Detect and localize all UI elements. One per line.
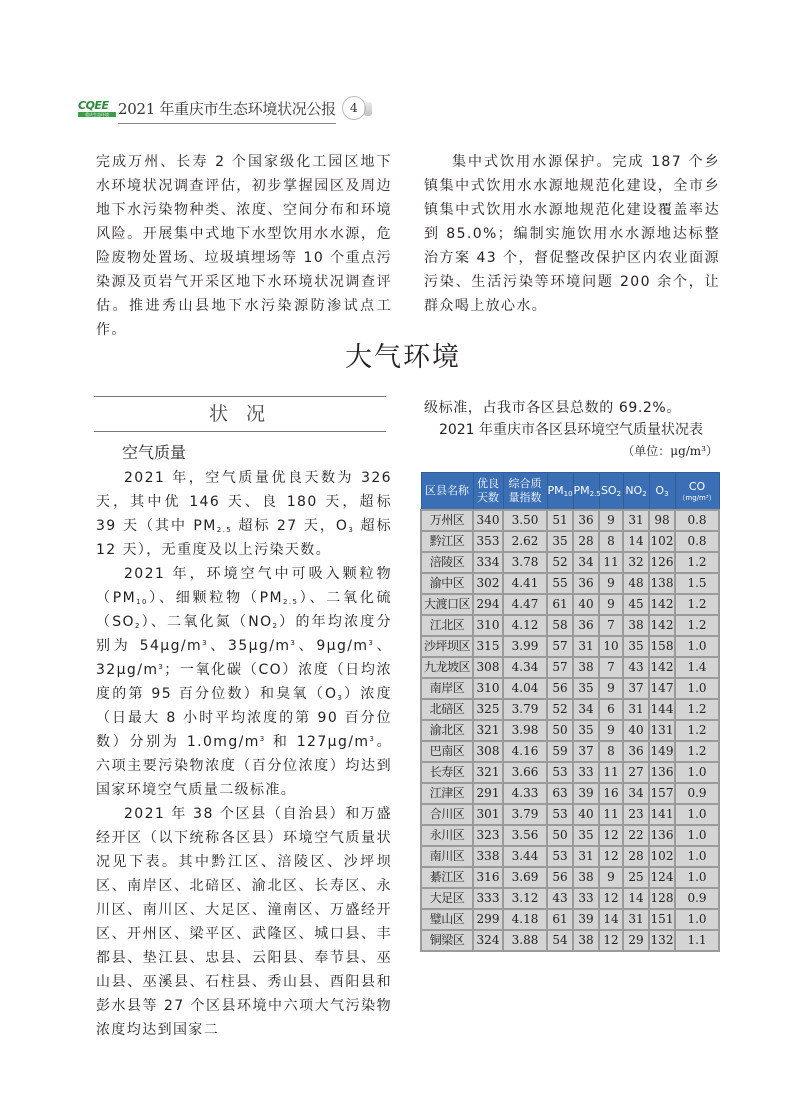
table-row	[421, 720, 719, 741]
cell-co: 1.0	[675, 825, 719, 846]
table-row	[421, 636, 719, 657]
cell-co: 1.0	[675, 846, 719, 867]
col-header-no2: $NO_2$	[623, 473, 649, 511]
col-header-so2: $SO_2$	[599, 473, 623, 511]
cell-co: 1.2	[675, 741, 719, 762]
cell-pm25: 36	[573, 510, 599, 531]
cell-pm25: 34	[573, 552, 599, 573]
cell-name: 长寿区	[421, 762, 473, 783]
table-row	[421, 888, 719, 909]
cell-co: 1.2	[675, 615, 719, 636]
cell-co: 1.2	[675, 720, 719, 741]
cell-pm10: 59	[547, 741, 573, 762]
table-row	[421, 531, 719, 552]
cell-name: 九龙坡区	[421, 657, 473, 678]
cell-no2: 34	[623, 783, 649, 804]
cell-index: 3.79	[503, 699, 547, 720]
col-header-co: CO （mg/m³）	[675, 473, 719, 511]
cell-co: 1.0	[675, 636, 719, 657]
cell-o3: 142	[649, 615, 675, 636]
cell-name: 北碚区	[421, 699, 473, 720]
cell-pm10: 61	[547, 594, 573, 615]
cell-so2: 8	[599, 531, 623, 552]
cell-o3: 141	[649, 804, 675, 825]
cell-name: 沙坪坝区	[421, 636, 473, 657]
cell-co: 0.8	[675, 510, 719, 531]
cell-good-days: 353	[473, 531, 503, 552]
good-days-paragraph: 2021 年，空气质量优良天数为 326 天，其中优 146 天、良 180 天，超标 39 天（其中 $PM_{2.5}$ 超标 27 天，$O_3$ 超标 12 天），无重度及以上污染天数。	[96, 470, 392, 558]
cell-pm25: 38	[573, 930, 599, 951]
cell-index: 4.47	[503, 594, 547, 615]
cell-pm10: 35	[547, 531, 573, 552]
header-rule	[118, 96, 336, 124]
cell-o3: 128	[649, 888, 675, 909]
col-header-pm10: $PM_{10}$	[547, 473, 573, 511]
table-title: 2021 年重庆市各区县环境空气质量状况表	[438, 422, 704, 438]
cell-pm10: 58	[547, 615, 573, 636]
cell-index: 4.34	[503, 657, 547, 678]
cell-good-days: 338	[473, 846, 503, 867]
page-curl-icon	[364, 102, 372, 116]
cell-co: 1.0	[675, 762, 719, 783]
cell-pm25: 28	[573, 531, 599, 552]
cell-o3: 147	[649, 678, 675, 699]
cell-index: 3.99	[503, 636, 547, 657]
cell-index: 3.44	[503, 846, 547, 867]
cell-no2: 23	[623, 804, 649, 825]
cell-co: 1.0	[675, 678, 719, 699]
groundwater-paragraph-column	[96, 150, 392, 342]
cell-o3: 157	[649, 783, 675, 804]
cell-o3: 158	[649, 636, 675, 657]
table-row	[421, 657, 719, 678]
cell-name: 江北区	[421, 615, 473, 636]
cell-name: 渝北区	[421, 720, 473, 741]
report-title: 2021 年重庆市生态环境状况公报	[118, 100, 336, 118]
cell-pm25: 40	[573, 804, 599, 825]
page-header	[78, 96, 374, 126]
cell-no2: 38	[623, 615, 649, 636]
section-title: 大气环境	[345, 342, 461, 373]
cell-index: 4.12	[503, 615, 547, 636]
cell-pm25: 40	[573, 594, 599, 615]
cell-pm25: 38	[573, 867, 599, 888]
drinking-water-column	[424, 150, 720, 318]
air-quality-heading: 空气质量	[122, 443, 187, 462]
cell-no2: 37	[623, 678, 649, 699]
cell-pm10: 56	[547, 678, 573, 699]
cell-co: 1.1	[675, 930, 719, 951]
cell-index: 4.18	[503, 909, 547, 930]
table-row	[421, 615, 719, 636]
cell-name: 黔江区	[421, 531, 473, 552]
cell-so2: 11	[599, 552, 623, 573]
cell-so2: 6	[599, 699, 623, 720]
cell-pm25: 37	[573, 741, 599, 762]
cell-no2: 45	[623, 594, 649, 615]
cell-name: 涪陵区	[421, 552, 473, 573]
cell-index: 3.88	[503, 930, 547, 951]
table-unit: （单位：μg/m³）	[622, 444, 718, 458]
cell-no2: 31	[623, 699, 649, 720]
cell-o3: 126	[649, 552, 675, 573]
cell-no2: 40	[623, 720, 649, 741]
cell-no2: 22	[623, 825, 649, 846]
cell-o3: 102	[649, 846, 675, 867]
cell-name: 铜梁区	[421, 930, 473, 951]
cell-pm10: 55	[547, 573, 573, 594]
cell-good-days: 310	[473, 678, 503, 699]
cell-pm25: 34	[573, 699, 599, 720]
cell-so2: 9	[599, 678, 623, 699]
cell-no2: 31	[623, 909, 649, 930]
cell-so2: 9	[599, 867, 623, 888]
cell-good-days: 316	[473, 867, 503, 888]
cell-no2: 27	[623, 762, 649, 783]
cell-index: 3.79	[503, 804, 547, 825]
cell-no2: 25	[623, 867, 649, 888]
air-quality-text-column	[96, 466, 392, 1042]
cell-pm10: 50	[547, 825, 573, 846]
cell-name: 南岸区	[421, 678, 473, 699]
table-header-row	[421, 473, 719, 511]
cell-good-days: 334	[473, 552, 503, 573]
cell-so2: 12	[599, 846, 623, 867]
cell-co: 0.8	[675, 531, 719, 552]
cell-good-days: 308	[473, 657, 503, 678]
col-header-index: 综合质 量指数	[503, 473, 547, 511]
cell-pm10: 52	[547, 699, 573, 720]
table-row	[421, 678, 719, 699]
table-row	[421, 846, 719, 867]
cell-index: 4.41	[503, 573, 547, 594]
cell-o3: 98	[649, 510, 675, 531]
cell-pm25: 39	[573, 909, 599, 930]
table-row	[421, 594, 719, 615]
cell-pm10: 56	[547, 867, 573, 888]
table-row	[421, 930, 719, 951]
cell-index: 3.50	[503, 510, 547, 531]
cell-name: 大渡口区	[421, 594, 473, 615]
district-summary-paragraph: 2021 年 38 个区县（自治县）和万盛经开区（以下统称各区县）环境空气质量状况见下表。其中黔江区、涪陵区、沙坪坝区、南岸区、北碚区、渝北区、长寿区、永川区、南川区、大足区、潼南区、万盛经开区、开州区、梁平区、武隆区、城口县、丰都县、垫江县、忠县、云阳县、奉节县、巫山县、巫溪县、石柱县、秀山县、酉阳县和彭水县等 27 个区县环境中六项大气污染物浓度均达到国家二	[96, 806, 392, 1038]
cell-co: 1.4	[675, 657, 719, 678]
cell-no2: 29	[623, 930, 649, 951]
cell-pm25: 35	[573, 678, 599, 699]
cell-pm25: 33	[573, 762, 599, 783]
cell-pm10: 53	[547, 804, 573, 825]
cell-so2: 14	[599, 909, 623, 930]
cell-so2: 9	[599, 510, 623, 531]
cell-name: 大足区	[421, 888, 473, 909]
cell-name: 江津区	[421, 783, 473, 804]
cell-so2: 7	[599, 615, 623, 636]
cell-o3: 142	[649, 657, 675, 678]
cell-good-days: 321	[473, 762, 503, 783]
cell-good-days: 315	[473, 636, 503, 657]
table-row	[421, 783, 719, 804]
drinking-water-paragraph: 集中式饮用水源保护。完成 187 个乡镇集中式饮用水水源地规范化建设，全市乡镇集中式饮用水水源地规范化建设覆盖率达到 85.0%；编制实施饮用水水源地达标整治方案 43 个，督促整改保护区内农业面源污染、生活污染等环境问题 200 余个，让群众喝上放心水。	[424, 154, 720, 314]
cell-index: 3.69	[503, 867, 547, 888]
cell-co: 1.5	[675, 573, 719, 594]
col-header-pm25: $PM_{2.5}$	[573, 473, 599, 511]
cell-co: 1.2	[675, 594, 719, 615]
logo-text: CQEE	[78, 99, 109, 112]
table-row	[421, 804, 719, 825]
cell-index: 3.12	[503, 888, 547, 909]
cell-co: 1.0	[675, 867, 719, 888]
cell-pm25: 36	[573, 573, 599, 594]
cell-pm25: 33	[573, 888, 599, 909]
cell-good-days: 294	[473, 594, 503, 615]
cell-o3: 131	[649, 720, 675, 741]
cell-pm25: 31	[573, 846, 599, 867]
table-row	[421, 510, 719, 531]
cell-good-days: 333	[473, 888, 503, 909]
cell-o3: 136	[649, 762, 675, 783]
cell-so2: 9	[599, 573, 623, 594]
cell-no2: 31	[623, 510, 649, 531]
table-row	[421, 762, 719, 783]
cell-co: 1.2	[675, 552, 719, 573]
cell-pm25: 35	[573, 825, 599, 846]
table-row	[421, 741, 719, 762]
table-row	[421, 825, 719, 846]
cell-o3: 149	[649, 741, 675, 762]
cell-pm10: 52	[547, 552, 573, 573]
cell-pm10: 43	[547, 888, 573, 909]
cell-o3: 138	[649, 573, 675, 594]
cell-pm25: 38	[573, 657, 599, 678]
cell-so2: 12	[599, 930, 623, 951]
cell-no2: 14	[623, 531, 649, 552]
cell-index: 4.16	[503, 741, 547, 762]
cell-o3: 124	[649, 867, 675, 888]
table-row	[421, 699, 719, 720]
cell-good-days: 301	[473, 804, 503, 825]
cell-no2: 14	[623, 888, 649, 909]
cell-no2: 32	[623, 552, 649, 573]
cell-no2: 48	[623, 573, 649, 594]
cell-good-days: 323	[473, 825, 503, 846]
report-logo	[78, 100, 116, 118]
cell-o3: 132	[649, 930, 675, 951]
cell-name: 綦江区	[421, 867, 473, 888]
cell-good-days: 340	[473, 510, 503, 531]
cell-pm25: 36	[573, 615, 599, 636]
groundwater-paragraph: 完成万州、长寿 2 个国家级化工园区地下水环境状况调查评估，初步掌握园区及周边地下水污染物种类、浓度、空间分布和环境风险。开展集中式地下水型饮用水水源，危险废物处置场、垃圾填埋场等 10 个重点污染源及页岩气开采区地下水环境状况调查评估。推进秀山县地下水污染源防渗试点工作。	[96, 154, 392, 338]
cell-so2: 12	[599, 825, 623, 846]
cell-no2: 28	[623, 846, 649, 867]
cell-good-days: 325	[473, 699, 503, 720]
cell-no2: 36	[623, 741, 649, 762]
cell-index: 3.56	[503, 825, 547, 846]
cell-good-days: 310	[473, 615, 503, 636]
cell-pm25: 35	[573, 720, 599, 741]
cell-good-days: 291	[473, 783, 503, 804]
cell-good-days: 324	[473, 930, 503, 951]
cell-o3: 102	[649, 531, 675, 552]
pollutant-concentration-paragraph: 2021 年，环境空气中可吸入颗粒物$(PM_{10})$、细颗粒物$(PM_{2.5})$、二氧化硫$(SO_2)$、二氧化氮$(NO_2)$的年均浓度分别为 $54\mu g/m^3$、$35\mu g/m^3$、$9\mu g/m^3$、$32\mu g/m^3$；一氧化碳（CO）浓度（日均浓度的第 95 百分位数）和臭氧$(O_3)$浓度（日最大 8 小时平均浓度的第 90 百分位数）分别为 $1.0mg/m^3$ 和 $127\mu g/m^3$。六项主要污染物浓度（百分位浓度）均达到国家环境空气质量二级标准。	[96, 566, 393, 798]
table-column	[418, 396, 724, 952]
cell-pm10: 51	[547, 510, 573, 531]
cell-so2: 9	[599, 720, 623, 741]
cell-name: 璧山区	[421, 909, 473, 930]
cell-so2: 9	[599, 594, 623, 615]
cell-pm25: 39	[573, 783, 599, 804]
cell-no2: 35	[623, 636, 649, 657]
cell-name: 渝中区	[421, 573, 473, 594]
subsection-header	[94, 396, 386, 432]
cell-so2: 8	[599, 741, 623, 762]
cell-so2: 11	[599, 804, 623, 825]
cell-pm10: 50	[547, 720, 573, 741]
cell-good-days: 299	[473, 909, 503, 930]
cell-o3: 142	[649, 594, 675, 615]
cell-name: 南川区	[421, 846, 473, 867]
cell-so2: 7	[599, 657, 623, 678]
cell-so2: 16	[599, 783, 623, 804]
cell-o3: 136	[649, 825, 675, 846]
logo-subtext: 重庆生态环境	[78, 112, 116, 117]
col-header-o3: $O_3$	[649, 473, 675, 511]
cell-index: 3.66	[503, 762, 547, 783]
cell-no2: 43	[623, 657, 649, 678]
cell-o3: 144	[649, 699, 675, 720]
cell-pm10: 57	[547, 657, 573, 678]
page-number-badge	[342, 96, 374, 120]
cell-name: 永川区	[421, 825, 473, 846]
cell-name: 巴南区	[421, 741, 473, 762]
cell-name: 万州区	[421, 510, 473, 531]
cell-so2: 10	[599, 636, 623, 657]
cell-co: 0.9	[675, 783, 719, 804]
cell-co: 1.0	[675, 804, 719, 825]
cell-pm10: 54	[547, 930, 573, 951]
cell-index: 2.62	[503, 531, 547, 552]
table-row	[421, 552, 719, 573]
cell-pm10: 63	[547, 783, 573, 804]
cell-index: 4.33	[503, 783, 547, 804]
cell-good-days: 308	[473, 741, 503, 762]
cell-co: 1.2	[675, 699, 719, 720]
subsection-title: 状 况	[208, 403, 272, 425]
page-number: 4	[342, 96, 366, 120]
cell-pm10: 61	[547, 909, 573, 930]
district-summary-continuation: 级标准，占我市各区县总数的 69.2%。	[424, 400, 681, 416]
table-row	[421, 573, 719, 594]
cell-pm10: 53	[547, 846, 573, 867]
col-header-name: 区县名称	[421, 473, 473, 511]
cell-index: 3.98	[503, 720, 547, 741]
cell-good-days: 302	[473, 573, 503, 594]
cell-pm10: 53	[547, 762, 573, 783]
col-header-good-days: 优良 天数	[473, 473, 503, 511]
cell-good-days: 321	[473, 720, 503, 741]
cell-index: 3.78	[503, 552, 547, 573]
cell-so2: 11	[599, 762, 623, 783]
cell-o3: 151	[649, 909, 675, 930]
left-main-column	[94, 396, 392, 1042]
table-row	[421, 867, 719, 888]
air-quality-table	[420, 472, 720, 952]
cell-co: 1.0	[675, 909, 719, 930]
cell-index: 4.04	[503, 678, 547, 699]
cell-name: 合川区	[421, 804, 473, 825]
table-body	[421, 510, 719, 951]
cell-co: 0.9	[675, 888, 719, 909]
table-row	[421, 909, 719, 930]
cell-so2: 12	[599, 888, 623, 909]
cell-pm25: 31	[573, 636, 599, 657]
cell-pm10: 57	[547, 636, 573, 657]
